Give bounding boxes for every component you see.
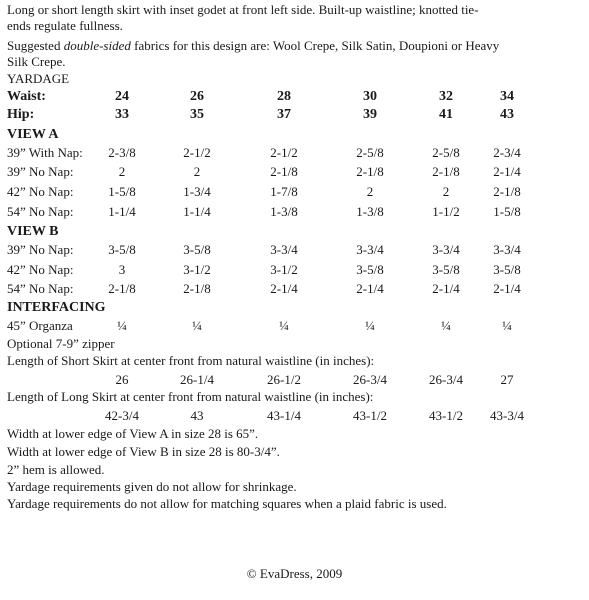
size-cell: 43 (500, 107, 514, 122)
table-cell: 3-5/8 (108, 242, 136, 257)
row-label: 42” No Nap: (7, 262, 74, 277)
table-cell: ¼ (441, 318, 451, 333)
note-line: 2” hem is allowed. (7, 462, 105, 477)
row-label: 45” Organza (7, 318, 73, 333)
view-a-title: VIEW A (7, 127, 59, 142)
table-cell: 2-1/8 (356, 164, 384, 179)
row-label: 54” No Nap: (7, 204, 74, 219)
table-cell: 3-3/4 (493, 242, 521, 257)
fabric-suffix: fabrics for this design are: Wool Crepe, Silk Satin, Doupioni or Heavy (130, 38, 500, 53)
table-cell: 2-1/4 (270, 281, 298, 296)
table-cell: 2 (366, 184, 374, 199)
table-row (0, 184, 589, 201)
table-cell: 2-1/8 (108, 281, 136, 296)
table-cell: 2-1/8 (270, 164, 298, 179)
table-cell: 3-3/4 (356, 242, 384, 257)
size-cell: 35 (190, 107, 204, 122)
note-line: Width at lower edge of View A in size 28 is 65”. (7, 426, 259, 441)
table-cell: 3-3/4 (432, 242, 460, 257)
table-cell: 2-3/8 (108, 145, 136, 160)
table-cell: 1-1/2 (432, 204, 460, 219)
table-row (0, 408, 589, 425)
table-cell: ¼ (279, 318, 289, 333)
table-cell: 43-1/2 (429, 408, 463, 423)
table-cell: 42-3/4 (105, 408, 139, 423)
table-row (0, 242, 589, 259)
table-cell: 2-1/4 (493, 164, 521, 179)
table-cell: 3-1/2 (183, 262, 211, 277)
row-label: 39” No Nap: (7, 164, 74, 179)
table-row (0, 318, 589, 335)
table-cell: 1-3/8 (356, 204, 384, 219)
table-cell: 2-1/4 (356, 281, 384, 296)
table-cell: 2-5/8 (356, 145, 384, 160)
table-cell: 2 (193, 164, 201, 179)
table-cell: 3-5/8 (356, 262, 384, 277)
table-cell: 2-1/4 (432, 281, 460, 296)
table-cell: 2-1/8 (183, 281, 211, 296)
table-cell: 3-5/8 (183, 242, 211, 257)
table-cell: 26-3/4 (429, 372, 463, 387)
table-row (0, 164, 589, 181)
fabric-prefix: Suggested (7, 38, 64, 53)
table-cell: 2-3/4 (493, 145, 521, 160)
table-cell: 43 (190, 408, 204, 423)
table-cell: 3-3/4 (270, 242, 298, 257)
note-line: Yardage requirements given do not allow for shrinkage. (7, 479, 297, 494)
table-cell: 2-5/8 (432, 145, 460, 160)
zipper-note: Optional 7-9” zipper (7, 336, 115, 351)
note-line: Width at lower edge of View B in size 28 is 80-3/4”. (7, 444, 280, 459)
view-b-title: VIEW B (7, 224, 59, 239)
table-cell: ¼ (192, 318, 202, 333)
table-row (0, 281, 589, 298)
row-label: 54” No Nap: (7, 281, 74, 296)
table-cell: 26-1/2 (267, 372, 301, 387)
size-cell: 39 (363, 107, 377, 122)
intro-line-2: ends regulate fullness. (7, 18, 123, 33)
table-cell: 3-5/8 (432, 262, 460, 277)
row-label: 39” With Nap: (7, 145, 83, 160)
row-label: 39” No Nap: (7, 242, 74, 257)
intro-line-1: Long or short length skirt with inset godet at front left side. Built-up waistline; knotted tie- (7, 2, 479, 17)
interfacing-title: INTERFACING (7, 300, 106, 315)
size-cell: 32 (439, 89, 453, 104)
waist-label: Waist: (7, 89, 46, 104)
size-cell: 30 (363, 89, 377, 104)
table-cell: 26-1/4 (180, 372, 214, 387)
table-cell: 27 (500, 372, 514, 387)
table-cell: 2-1/4 (493, 281, 521, 296)
table-row (0, 204, 589, 221)
table-cell: 1-1/4 (183, 204, 211, 219)
table-cell: 26-3/4 (353, 372, 387, 387)
note-line: Yardage requirements do not allow for matching squares when a plaid fabric is used. (7, 496, 447, 511)
copyright-footer: © EvaDress, 2009 (246, 566, 343, 581)
table-row (0, 262, 589, 279)
table-cell: 1-7/8 (270, 184, 298, 199)
table-cell: 3 (118, 262, 126, 277)
table-cell: 1-3/4 (183, 184, 211, 199)
row-label: 42” No Nap: (7, 184, 74, 199)
size-cell: 33 (115, 107, 129, 122)
size-cell: 24 (115, 89, 129, 104)
table-cell: 2-1/8 (432, 164, 460, 179)
size-cell: 37 (277, 107, 291, 122)
table-cell: ¼ (117, 318, 127, 333)
size-cell: 28 (277, 89, 291, 104)
table-cell: 1-5/8 (493, 204, 521, 219)
table-cell: 43-1/2 (353, 408, 387, 423)
hip-row (0, 107, 589, 124)
size-cell: 41 (439, 107, 453, 122)
table-cell: 2-1/8 (493, 184, 521, 199)
table-cell: ¼ (502, 318, 512, 333)
table-cell: 3-5/8 (493, 262, 521, 277)
table-cell: 1-3/8 (270, 204, 298, 219)
table-cell: 43-3/4 (490, 408, 524, 423)
fabric-suggestion (7, 38, 499, 55)
table-cell: 2 (118, 164, 126, 179)
size-cell: 34 (500, 89, 514, 104)
table-cell: 2-1/2 (183, 145, 211, 160)
table-cell: ¼ (365, 318, 375, 333)
table-cell: 43-1/4 (267, 408, 301, 423)
fabric-italic: double-sided (63, 38, 131, 53)
table-cell: 1-1/4 (108, 204, 136, 219)
table-cell: 3-1/2 (270, 262, 298, 277)
yardage-title: YARDAGE (7, 71, 70, 86)
long-skirt-text: Length of Long Skirt at center front from natural waistline (in inches): (7, 389, 374, 404)
waist-row (0, 89, 589, 106)
hip-label: Hip: (7, 107, 35, 122)
short-skirt-text: Length of Short Skirt at center front from natural waistline (in inches): (7, 353, 375, 368)
table-cell: 2 (442, 184, 450, 199)
table-cell: 2-1/2 (270, 145, 298, 160)
table-row (0, 145, 589, 162)
fabric-line-2: Silk Crepe. (7, 54, 66, 69)
table-row (0, 372, 589, 389)
table-cell: 1-5/8 (108, 184, 136, 199)
table-cell: 26 (115, 372, 129, 387)
size-cell: 26 (190, 89, 204, 104)
